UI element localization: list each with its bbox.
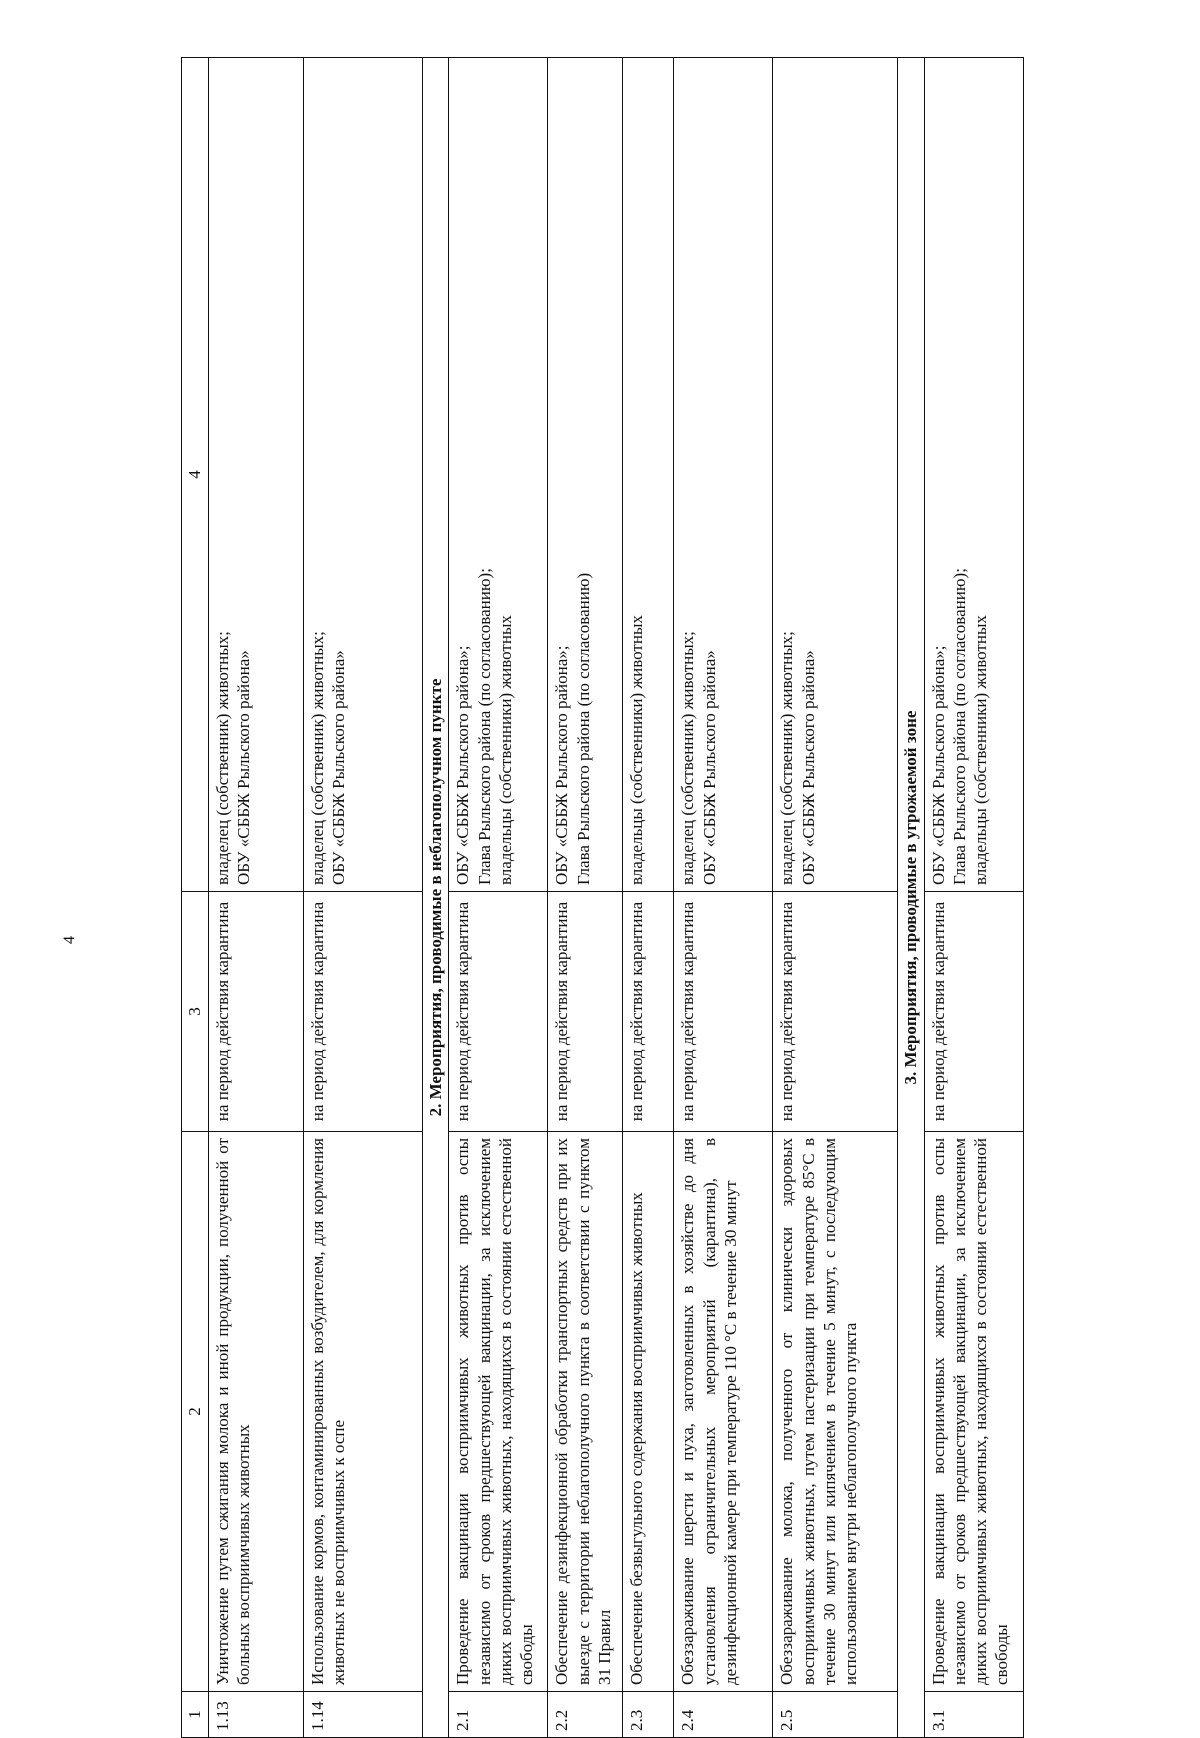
row-number: 2.3: [623, 1692, 674, 1738]
row-period: на период действия карантина: [674, 892, 773, 1132]
row-period: на период действия карантина: [773, 892, 898, 1132]
row-measure: Проведение вакцинации восприимчивых животных против оспы независимо от сроков предшествующей вакцинации, за исключением диких восприимчивых животных, находящихся в состоянии естественной свободы: [924, 1132, 1023, 1692]
row-period: на период действия карантина: [623, 892, 674, 1132]
row-responsible: ОБУ «СББЖ Рыльского района»; Глава Рыльского района (по согласованию): [548, 58, 623, 892]
row-measure: Обеспечение безвыгульного содержания восприимчивых животных: [623, 1132, 674, 1692]
row-number: 3.1: [924, 1692, 1023, 1738]
row-measure: Уничтожение путем сжигания молока и иной продукции, полученной от больных восприимчивых животных: [209, 1132, 304, 1692]
table-header-row: [182, 58, 209, 1738]
row-number: 2.4: [674, 1692, 773, 1738]
row-measure: Обеспечение дезинфекционной обработки транспортных средств при их выезде с территории неблагополучного пункта в соответствии с пунктом 31 Правил: [548, 1132, 623, 1692]
page-number: 4: [61, 936, 78, 944]
row-responsible: владелец (собственник) животных; ОБУ «СББЖ Рыльского района»: [209, 58, 304, 892]
table-row: [449, 58, 548, 1738]
row-responsible: владелец (собственник) животных; ОБУ «СББЖ Рыльского района»: [304, 58, 423, 892]
row-number: 1.14: [304, 1692, 423, 1738]
row-measure: Обеззараживание шерсти и пуха, заготовленных в хозяйстве до дня установления ограничительных мероприятий (карантина), в дезинфекционной камере при температуре 110 °С в течение 30 минут: [674, 1132, 773, 1692]
row-number: 2.1: [449, 1692, 548, 1738]
row-responsible: ОБУ «СББЖ Рыльского района»; Глава Рыльского района (по согласованию); владельцы (собственники) животных: [449, 58, 548, 892]
row-measure: Использование кормов, контаминированных возбудителем, для кормления животных не восприимчивых к оспе: [304, 1132, 423, 1692]
row-responsible: владельцы (собственники) животных: [623, 58, 674, 892]
row-period: на период действия карантина: [304, 892, 423, 1132]
table-row: [209, 58, 304, 1738]
row-responsible: владелец (собственник) животных; ОБУ «СББЖ Рыльского района»: [674, 58, 773, 892]
row-number: 2.5: [773, 1692, 898, 1738]
row-period: на период действия карантина: [449, 892, 548, 1132]
row-number: 1.13: [209, 1692, 304, 1738]
row-period: на период действия карантина: [209, 892, 304, 1132]
table-row: [623, 58, 674, 1738]
row-responsible: владелец (собственник) животных; ОБУ «СББЖ Рыльского района»: [773, 58, 898, 892]
row-period: на период действия карантина: [924, 892, 1023, 1132]
section-2-title: 2. Мероприятия, проводимые в неблагополучном пункте: [423, 58, 449, 1738]
rotated-table-wrapper: [181, 58, 1097, 1738]
header-cell: 4: [182, 58, 209, 892]
section-heading-row: [898, 58, 924, 1738]
row-responsible: ОБУ «СББЖ Рыльского района»; Глава Рыльского района (по согласованию); владельцы (собственники) животных: [924, 58, 1023, 892]
row-number: 2.2: [548, 1692, 623, 1738]
measures-table: [181, 57, 1024, 1738]
row-period: на период действия карантина: [548, 892, 623, 1132]
section-3-title: 3. Мероприятия, проводимые в угрожаемой зоне: [898, 58, 924, 1738]
row-measure: Обеззараживание молока, полученного от клинически здоровых восприимчивых животных, путем пастеризации при температуре 85°С в течение 30 минут или кипячением в течение 5 минут, с последующим использованием внутри неблагополучного пункта: [773, 1132, 898, 1692]
header-cell: 1: [182, 1692, 209, 1738]
header-cell: 3: [182, 892, 209, 1132]
table-row: [304, 58, 423, 1738]
table-row: [674, 58, 773, 1738]
row-measure: Проведение вакцинации восприимчивых животных против оспы независимо от сроков предшествующей вакцинации, за исключением диких восприимчивых животных, находящихся в состоянии естественной свободы: [449, 1132, 548, 1692]
section-heading-row: [423, 58, 449, 1738]
table-row: [773, 58, 898, 1738]
table-row: [924, 58, 1023, 1738]
table-row: [548, 58, 623, 1738]
header-cell: 2: [182, 1132, 209, 1692]
